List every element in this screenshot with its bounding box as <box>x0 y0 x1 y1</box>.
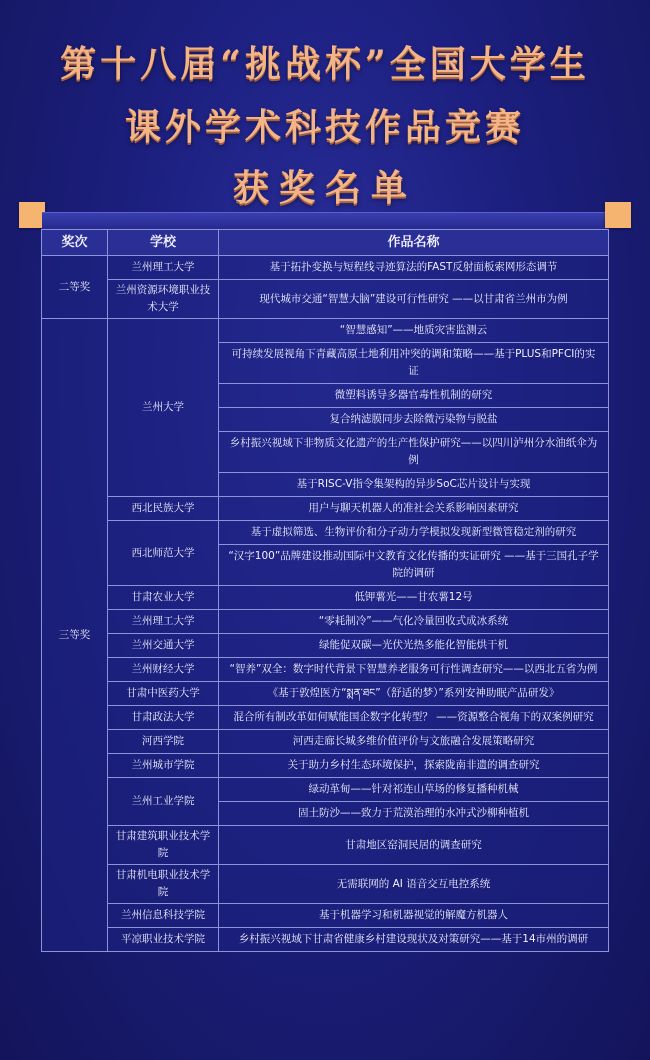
work-cell: 用户与聊天机器人的准社会关系影响因素研究 <box>219 497 609 521</box>
header-award: 奖次 <box>42 230 108 256</box>
school-cell: 兰州财经大学 <box>108 658 219 682</box>
table-row <box>42 706 609 730</box>
work-cell: “智养”双全：数字时代背景下智慧养老服务可行性调查研究——以西北五省为例 <box>219 658 609 682</box>
corner-ornament-right <box>605 202 631 228</box>
school-cell: 甘肃建筑职业技术学院 <box>108 826 219 865</box>
work-cell: “零耗制冷”——气化冷量回收式成冰系统 <box>219 610 609 634</box>
work-cell: 混合所有制改革如何赋能国企数字化转型？ ——资源整合视角下的双案例研究 <box>219 706 609 730</box>
table-row <box>42 610 609 634</box>
work-cell: 甘肃地区窑洞民居的调查研究 <box>219 826 609 865</box>
work-cell: 现代城市交通“智慧大脑”建设可行性研究 ——以甘肃省兰州市为例 <box>219 280 609 319</box>
school-cell: 河西学院 <box>108 730 219 754</box>
work-cell: 可持续发展视角下青藏高原土地利用冲突的调和策略——基于PLUS和PFCI的实证 <box>219 343 609 384</box>
work-cell: 《基于敦煌医方“སྨན་ཐང”（舒适的梦）”系列安神助眠产品研发》 <box>219 682 609 706</box>
work-cell: 乡村振兴视域下甘肃省健康乡村建设现状及对策研究——基于14市州的调研 <box>219 928 609 952</box>
school-cell: 兰州大学 <box>108 319 219 497</box>
school-cell: 甘肃农业大学 <box>108 586 219 610</box>
table-row <box>42 658 609 682</box>
award-level-second: 二等奖 <box>42 256 108 319</box>
school-cell: 兰州信息科技学院 <box>108 904 219 928</box>
school-cell: 甘肃中医药大学 <box>108 682 219 706</box>
school-cell: 甘肃机电职业技术学院 <box>108 865 219 904</box>
work-cell: 关于助力乡村生态环境保护，探索陇南非遗的调查研究 <box>219 754 609 778</box>
table-row <box>42 865 609 904</box>
table-row <box>42 826 609 865</box>
work-cell: 微塑料诱导多器官毒性机制的研究 <box>219 384 609 408</box>
table-row <box>42 586 609 610</box>
page-title-line3: 获奖名单 <box>232 167 417 209</box>
school-cell: 西北民族大学 <box>108 497 219 521</box>
header-work: 作品名称 <box>219 230 609 256</box>
school-cell: 兰州理工大学 <box>108 610 219 634</box>
table-row <box>42 521 609 545</box>
work-cell: 绿动革甸——针对祁连山草场的修复播种机械 <box>219 778 609 802</box>
table-row <box>42 256 609 280</box>
school-cell: 平凉职业技术学院 <box>108 928 219 952</box>
work-cell: “汉字100”品牌建设推动国际中文教育文化传播的实证研究 ——基于三国孔子学院的调研 <box>219 545 609 586</box>
table-row <box>42 730 609 754</box>
table-row <box>42 754 609 778</box>
table-row <box>42 904 609 928</box>
table-row <box>42 682 609 706</box>
award-level-third: 三等奖 <box>42 319 108 952</box>
table-row <box>42 497 609 521</box>
page-title-line2: 课外学术科技作品竞赛 <box>124 106 525 148</box>
school-cell: 兰州城市学院 <box>108 754 219 778</box>
work-cell: 河西走廊长城多维价值评价与文旅融合发展策略研究 <box>219 730 609 754</box>
table-row <box>42 928 609 952</box>
school-cell: 兰州交通大学 <box>108 634 219 658</box>
work-cell: 低钾薯光——甘农薯12号 <box>219 586 609 610</box>
work-cell: 基于RISC-V指令集架构的异步SoC芯片设计与实现 <box>219 473 609 497</box>
table-top-bar <box>42 212 608 229</box>
page-title-line1: 第十八届“挑战杯”全国大学生 <box>60 43 590 85</box>
award-table <box>41 229 609 952</box>
table-row <box>42 778 609 802</box>
work-cell: 固土防沙——致力于荒漠治理的水冲式沙柳种植机 <box>219 802 609 826</box>
work-cell: 基于虚拟筛选、生物评价和分子动力学模拟发现新型微管稳定剂的研究 <box>219 521 609 545</box>
table-row <box>42 319 609 343</box>
school-cell: 兰州资源环境职业技术大学 <box>108 280 219 319</box>
table-header-row <box>42 230 609 256</box>
work-cell: 基于拓扑变换与短程线寻迹算法的FAST反射面板索网形态调节 <box>219 256 609 280</box>
header-school: 学校 <box>108 230 219 256</box>
work-cell: 无需联网的 AI 语音交互电控系统 <box>219 865 609 904</box>
school-cell: 西北师范大学 <box>108 521 219 586</box>
work-cell: “智慧感知”——地质灾害监测云 <box>219 319 609 343</box>
work-cell: 复合纳滤膜同步去除微污染物与脱盐 <box>219 408 609 432</box>
table-row <box>42 634 609 658</box>
work-cell: 乡村振兴视域下非物质文化遗产的生产性保护研究——以四川泸州分水油纸伞为例 <box>219 432 609 473</box>
school-cell: 兰州工业学院 <box>108 778 219 826</box>
work-cell: 基于机器学习和机器视觉的解魔方机器人 <box>219 904 609 928</box>
school-cell: 兰州理工大学 <box>108 256 219 280</box>
work-cell: 绿能促双碳—光伏光热多能化智能烘干机 <box>219 634 609 658</box>
school-cell: 甘肃政法大学 <box>108 706 219 730</box>
table-row <box>42 280 609 319</box>
